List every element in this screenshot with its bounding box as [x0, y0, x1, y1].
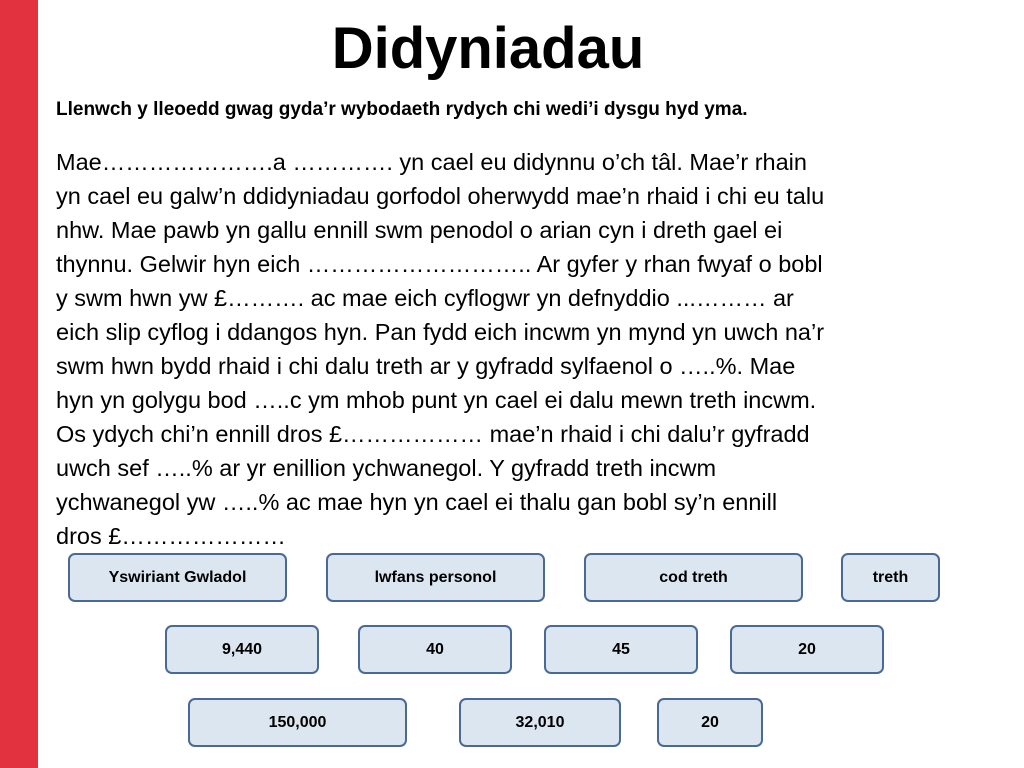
card-20-b[interactable]: 20 — [657, 698, 763, 747]
paragraph-line-7: swm hwn bydd rhaid i chi dalu treth ar y gyfradd sylfaenol o …..%. Mae — [56, 353, 796, 379]
card-40[interactable]: 40 — [358, 625, 512, 674]
card-treth[interactable]: treth — [841, 553, 940, 602]
card-lwfans-personol[interactable]: lwfans personol — [326, 553, 545, 602]
paragraph-line-9: Os ydych chi’n ennill dros £……………… mae’n rhaid i chi dalu’r gyfradd — [56, 421, 810, 447]
card-45[interactable]: 45 — [544, 625, 698, 674]
paragraph-line-3: nhw. Mae pawb yn gallu ennill swm penodol o arian cyn i dreth gael ei — [56, 217, 783, 243]
accent-side-bar — [0, 0, 38, 768]
paragraph-line-4: thynnu. Gelwir hyn eich ……………………….. Ar gyfer y rhan fwyaf o bobl — [56, 251, 823, 277]
cloze-paragraph — [56, 145, 1001, 553]
paragraph-line-12: dros £………………… — [56, 523, 286, 549]
paragraph-line-11: ychwanegol yw …..% ac mae hyn yn cael ei thalu gan bobl sy’n ennill — [56, 489, 778, 515]
paragraph-line-2: yn cael eu galw’n ddidyniadau gorfodol oherwydd mae’n rhaid i chi eu talu — [56, 183, 825, 209]
card-20-a[interactable]: 20 — [730, 625, 884, 674]
slide-title: Didyniadau — [331, 16, 645, 81]
paragraph-line-8: hyn yn golygu bod …..c ym mhob punt yn cael ei dalu mewn treth incwm. — [56, 387, 817, 413]
paragraph-line-6: eich slip cyflog i ddangos hyn. Pan fydd eich incwm yn mynd yn uwch na’r — [56, 319, 825, 345]
card-150000[interactable]: 150,000 — [188, 698, 407, 747]
card-9440[interactable]: 9,440 — [165, 625, 319, 674]
card-32010[interactable]: 32,010 — [459, 698, 621, 747]
card-yswiriant-gwladol[interactable]: Yswiriant Gwladol — [68, 553, 287, 602]
paragraph-line-5: y swm hwn yw £………. ac mae eich cyflogwr yn defnyddio ...……… ar — [56, 285, 794, 311]
instruction-text: Llenwch y lleoedd gwag gyda’r wybodaeth rydych chi wedi’i dysgu hyd yma. — [56, 99, 748, 120]
card-cod-treth[interactable]: cod treth — [584, 553, 803, 602]
paragraph-line-10: uwch sef …..% ar yr enillion ychwanegol. Y gyfradd treth incwm — [56, 455, 717, 481]
paragraph-line-1: Mae………………….a …………. yn cael eu didynnu o’ch tâl. Mae’r rhain — [56, 149, 807, 175]
